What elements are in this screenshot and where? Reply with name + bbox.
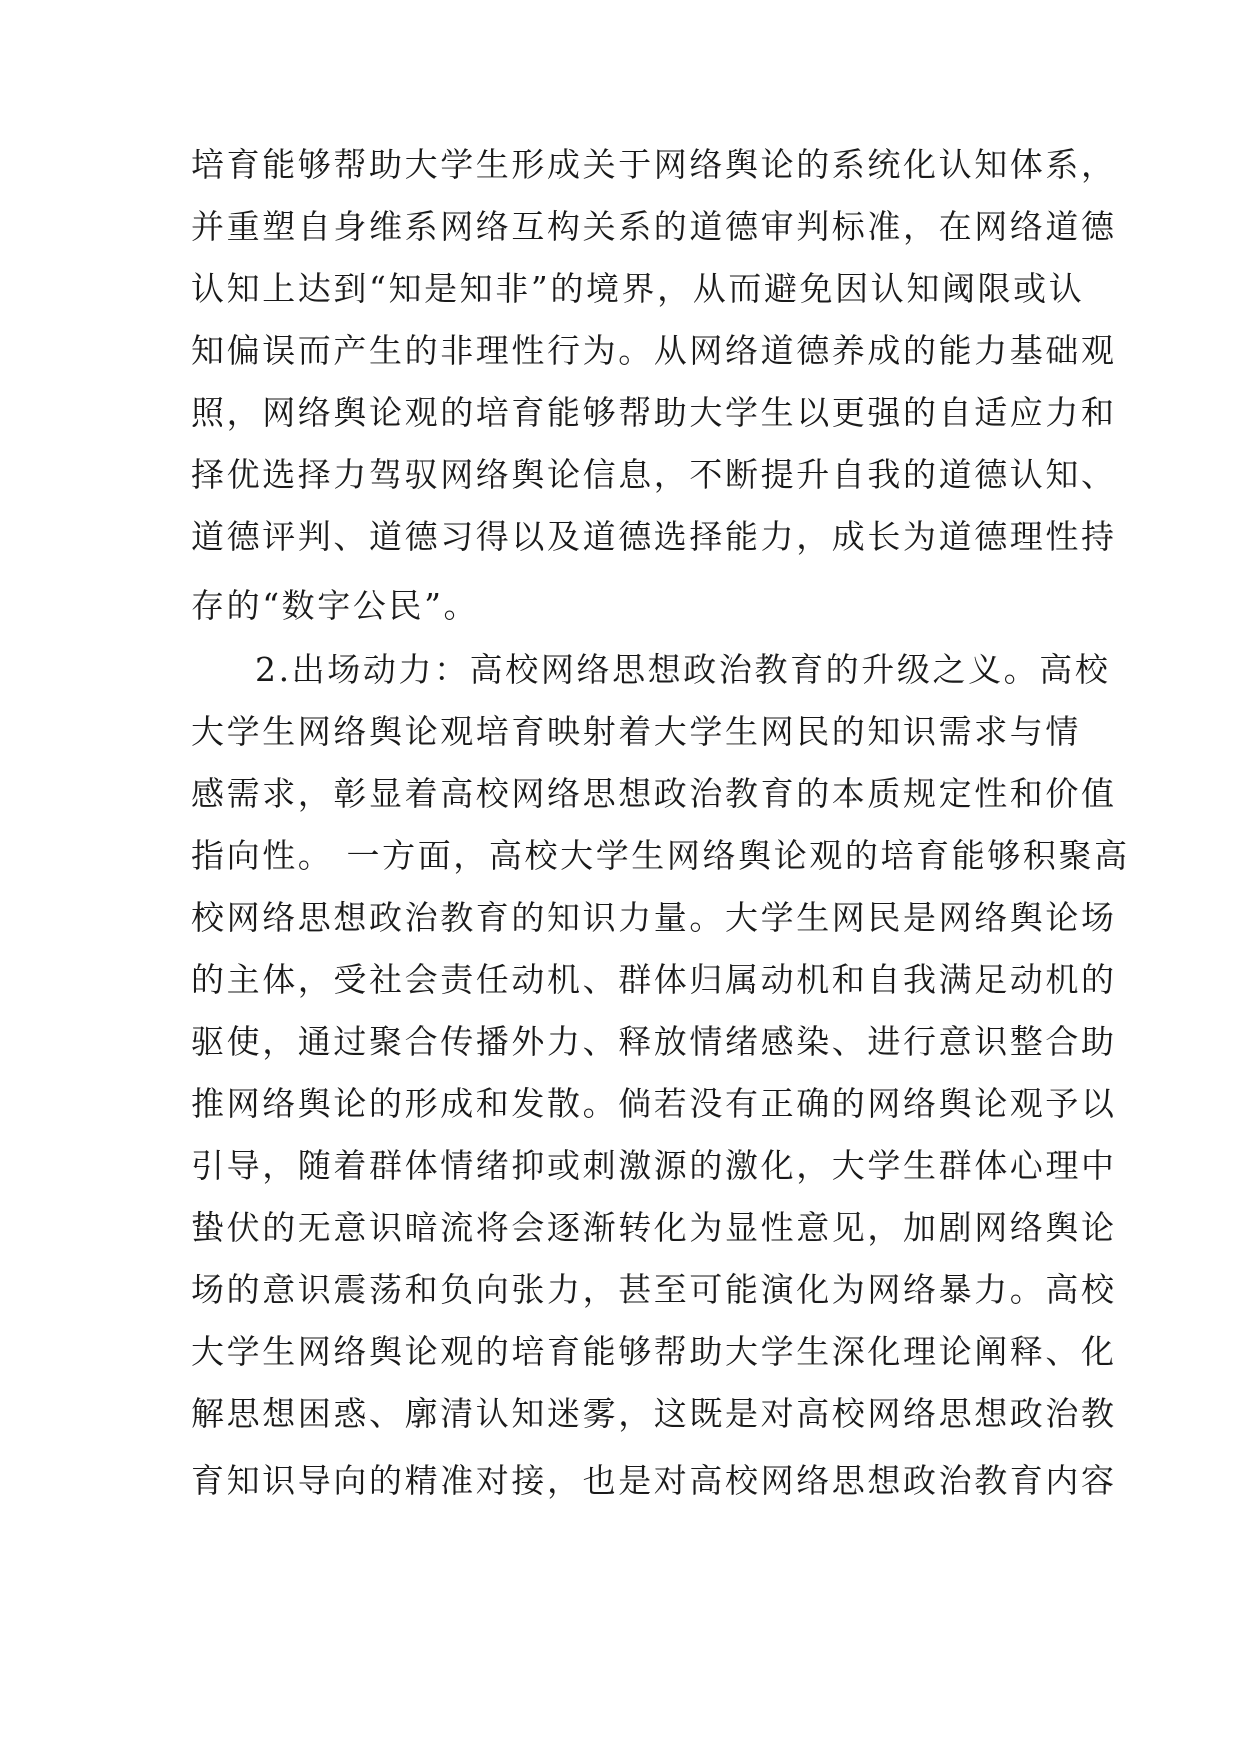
text-line-22: 育知识导向的精准对接，也是对高校网络思想政治教育内容: [191, 1461, 1117, 1500]
text-line-5: 照，网络舆论观的培育能够帮助大学生以更强的自适应力和: [191, 393, 1117, 432]
text-line-10: 大学生网络舆论观培育映射着大学生网民的知识需求与情: [191, 712, 1081, 751]
text-line-6: 择优选择力驾驭网络舆论信息，不断提升自我的道德认知、: [191, 455, 1117, 494]
text-line-17: 引导，随着群体情绪抑或刺激源的激化，大学生群体心理中: [191, 1146, 1117, 1185]
text-line-1: 培育能够帮助大学生形成关于网络舆论的系统化认知体系，: [191, 145, 1117, 184]
text-line-3: 认知上达到“知是知非”的境界，从而避免因认知阈限或认: [191, 269, 1085, 308]
text-line-4: 知偏误而产生的非理性行为。从网络道德养成的能力基础观: [191, 331, 1117, 370]
text-line-11: 感需求，彰显着高校网络思想政治教育的本质规定性和价值: [191, 774, 1117, 813]
text-line-8: 存的“数字公民”。: [191, 586, 480, 625]
text-line-12: 指向性。 一方面，高校大学生网络舆论观的培育能够积聚高: [191, 836, 1130, 875]
text-line-19: 场的意识震荡和负向张力，甚至可能演化为网络暴力。高校: [191, 1270, 1117, 1309]
text-line-14: 的主体，受社会责任动机、群体归属动机和自我满足动机的: [191, 960, 1117, 999]
text-line-2: 并重塑自身维系网络互构关系的道德审判标准，在网络道德: [191, 207, 1117, 246]
text-line-20: 大学生网络舆论观的培育能够帮助大学生深化理论阐释、化: [191, 1332, 1117, 1371]
text-line-13: 校网络思想政治教育的知识力量。大学生网民是网络舆论场: [191, 898, 1117, 937]
text-line-18: 蛰伏的无意识暗流将会逐渐转化为显性意见，加剧网络舆论: [191, 1208, 1117, 1247]
text-line-21: 解思想困惑、廓清认知迷雾，这既是对高校网络思想政治教: [191, 1394, 1117, 1433]
text-line-7: 道德评判、道德习得以及道德选择能力，成长为道德理性持: [191, 517, 1117, 556]
text-line-15: 驱使，通过聚合传播外力、释放情绪感染、进行意识整合助: [191, 1022, 1117, 1061]
text-line-16: 推网络舆论的形成和发散。倘若没有正确的网络舆论观予以: [191, 1084, 1117, 1123]
section-heading-line: 2.出场动力：高校网络思想政治教育的升级之义。高校: [255, 650, 1111, 689]
